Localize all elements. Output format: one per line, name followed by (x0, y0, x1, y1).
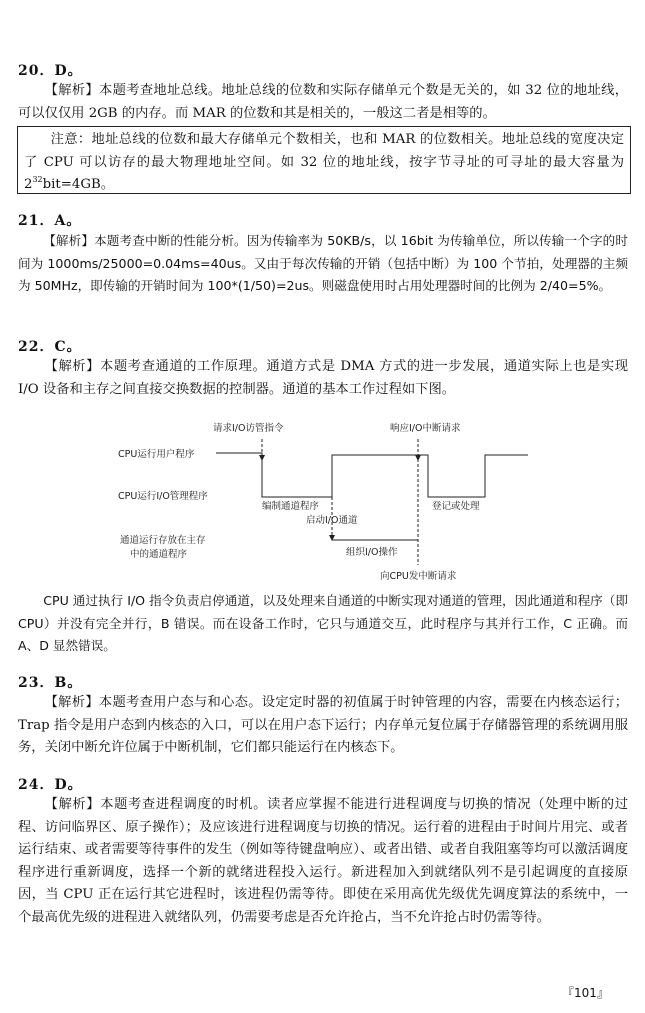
diagram-label-organize: 组织I/O操作 (346, 547, 398, 558)
cpu-waveform (216, 453, 528, 497)
diagram-label-start: 启动I/O通道 (306, 515, 358, 526)
q23-explanation: 【解析】本题考查用户态与和心态。设定定时器的初值属于时钟管理的内容，需要在内核态运行；Trap 指令是用户态到内核态的入口，可以在用户态下运行；内存单元复位属于存储器管理的系统调用服务，关闭中断允许位属于中断机制，它们都只能运行在内核态下。 (18, 695, 628, 755)
diagram-row-channel-1: 通道运行存放在主存 (120, 535, 206, 546)
q22-title: 22．C。 (18, 339, 82, 355)
diagram-row-channel-2: 中的通道程序 (130, 549, 188, 560)
diagram-label-send-int: 向CPU发中断请求 (380, 571, 457, 582)
q20-note-exponent: 32 (32, 175, 43, 184)
q20-note (24, 129, 624, 197)
q21-explanation: 【解析】本题考查中断的性能分析。因为传输率为 50KB/s，以 16bit 为传输单位，所以传输一个字的时间为 1000ms/25000=0.04ms=40us。又由于每次传输的开销（包括中断）为 100 个节拍，处理器的主频为 50MHz，即传输的开销时间为 100*(1/50)=2us。则磁盘使用时占用处理器时间的比例为 2/40=5%。 (18, 233, 628, 293)
q21-title: 21．A。 (18, 213, 82, 229)
page-number: 『101』 (562, 986, 609, 1000)
q24-explanation: 【解析】本题考查进程调度的时机。读者应掌握不能进行进程调度与切换的情况（处理中断的过程、访问临界区、原子操作）；及应该进行进程调度与切换的情况。运行着的进程由于时间片用完、或者运行结束、或者需要等待事件的发生（例如等待键盘响应）、或者出错、或者自我阻塞等均可以激活调度程序进行重新调度，选择一个新的就绪进程投入运行。新进程加入到就绪队列不是引起调度的直接原因，当 CPU 正在运行其它进程时，该进程仍需等待。即使在采用高优先级优先调度算法的系统中，一个最高优先级的进程进入就绪队列，仍需要考虑是否允许抢占，当不允许抢占时仍需等待。 (18, 797, 628, 925)
diagram-row-user: CPU运行用户程序 (118, 449, 195, 460)
q20-note-box (17, 126, 631, 194)
respond-arrow (415, 455, 421, 461)
q20-note-suffix: bit=4GB。 (42, 177, 115, 192)
q24-title: 24．D。 (18, 777, 83, 793)
q22-explanation: 【解析】本题考查通道的工作原理。通道方式是 DMA 方式的进一步发展，通道实际上也是实现 I/O 设备和主存之间直接交换数据的控制器。通道的基本工作过程如下图。 (18, 359, 628, 397)
diagram-label-compile: 编制通道程序 (262, 501, 320, 512)
q20-note-text: 注意：地址总线的位数和最大存储单元个数相关，也和 MAR 的位数相关。地址总线的宽度决定了 CPU 可以访存的最大物理地址空间。如 32 位的地址线，按字节寻址的可寻址的最大容量为 2 (24, 132, 624, 192)
diagram-arrows (259, 455, 421, 541)
q22-analysis: CPU 通过执行 I/O 指令负责启停通道，以及处理来自通道的中断实现对通道的管理，因此通道和程序（即 CPU）并没有完全并行，B 错误。而在设备工作时，它只与通道交互，此时程序与其并行工作，C 正确。而 A、D 显然错误。 (18, 593, 628, 653)
q20-title: 20．D。 (18, 63, 83, 79)
diagram-label-request-io: 请求I/O访管指令 (213, 423, 284, 434)
request-arrow (259, 455, 265, 461)
diagram-label-respond-int: 响应I/O中断请求 (390, 423, 461, 434)
q23-title: 23．B。 (18, 675, 83, 691)
diagram-label-record: 登记或处理 (432, 501, 480, 512)
q20-explanation: 【解析】本题考查地址总线。地址总线的位数和实际存储单元个数是无关的，如 32 位的地址线，可以仅仅用 2GB 的内存。而 MAR 的位数和其是相关的，一般这二者是相等的。 (18, 83, 628, 121)
channel-timing-diagram (110, 415, 540, 585)
diagram-row-mgmt: CPU运行I/O管理程序 (118, 491, 208, 502)
